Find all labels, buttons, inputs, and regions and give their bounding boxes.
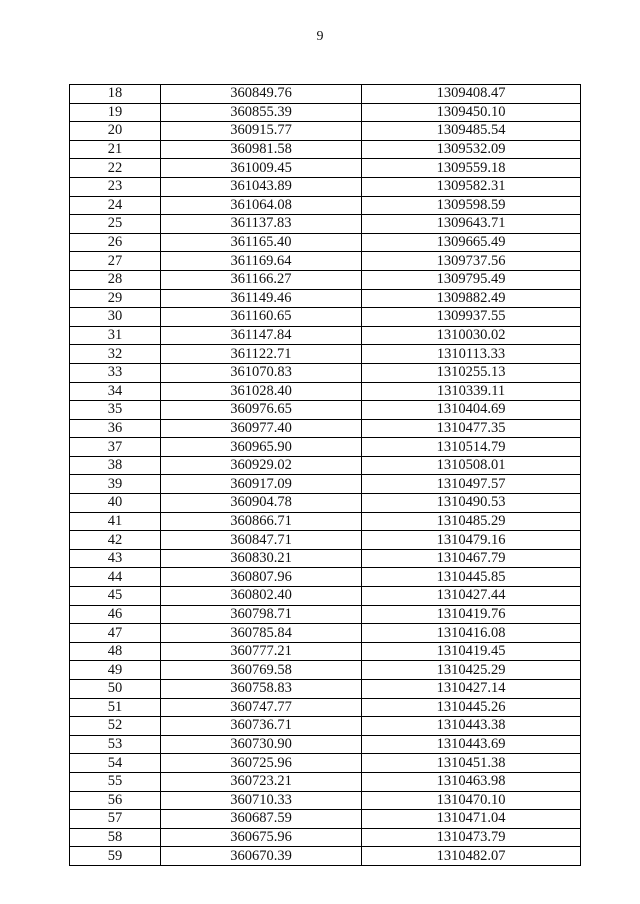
table-row	[70, 605, 581, 624]
x-coordinate-cell: 361009.45	[161, 159, 362, 178]
point-number-cell: 35	[70, 401, 161, 420]
x-coordinate-cell: 361043.89	[161, 177, 362, 196]
point-number-cell: 26	[70, 233, 161, 252]
table-row	[70, 345, 581, 364]
point-number-cell: 59	[70, 847, 161, 866]
point-number-cell: 53	[70, 735, 161, 754]
point-number-cell: 57	[70, 810, 161, 829]
x-coordinate-cell: 360723.21	[161, 772, 362, 791]
point-number-cell: 44	[70, 568, 161, 587]
point-number-cell: 48	[70, 642, 161, 661]
point-number-cell: 41	[70, 512, 161, 531]
x-coordinate-cell: 360769.58	[161, 661, 362, 680]
y-coordinate-cell: 1310113.33	[362, 345, 581, 364]
y-coordinate-cell: 1310479.16	[362, 531, 581, 550]
table-row	[70, 456, 581, 475]
table-row	[70, 270, 581, 289]
point-number-cell: 40	[70, 494, 161, 513]
point-number-cell: 42	[70, 531, 161, 550]
y-coordinate-cell: 1310427.44	[362, 587, 581, 606]
y-coordinate-cell: 1310416.08	[362, 624, 581, 643]
point-number-cell: 36	[70, 419, 161, 438]
x-coordinate-cell: 361149.46	[161, 289, 362, 308]
table-row	[70, 680, 581, 699]
point-number-cell: 38	[70, 456, 161, 475]
y-coordinate-cell: 1310445.26	[362, 698, 581, 717]
x-coordinate-cell: 360929.02	[161, 456, 362, 475]
x-coordinate-cell: 361028.40	[161, 382, 362, 401]
x-coordinate-cell: 360830.21	[161, 549, 362, 568]
point-number-cell: 24	[70, 196, 161, 215]
x-coordinate-cell: 360710.33	[161, 791, 362, 810]
point-number-cell: 34	[70, 382, 161, 401]
table-row	[70, 475, 581, 494]
coordinates-table-body	[70, 85, 581, 866]
y-coordinate-cell: 1310490.53	[362, 494, 581, 513]
x-coordinate-cell: 360670.39	[161, 847, 362, 866]
x-coordinate-cell: 360976.65	[161, 401, 362, 420]
table-row	[70, 233, 581, 252]
table-row	[70, 140, 581, 159]
y-coordinate-cell: 1310473.79	[362, 828, 581, 847]
table-row	[70, 215, 581, 234]
y-coordinate-cell: 1310482.07	[362, 847, 581, 866]
point-number-cell: 22	[70, 159, 161, 178]
x-coordinate-cell: 360866.71	[161, 512, 362, 531]
table-row	[70, 438, 581, 457]
point-number-cell: 18	[70, 85, 161, 104]
y-coordinate-cell: 1310514.79	[362, 438, 581, 457]
x-coordinate-cell: 361160.65	[161, 308, 362, 327]
table-row	[70, 196, 581, 215]
y-coordinate-cell: 1310497.57	[362, 475, 581, 494]
y-coordinate-cell: 1309737.56	[362, 252, 581, 271]
table-row	[70, 494, 581, 513]
y-coordinate-cell: 1310445.85	[362, 568, 581, 587]
point-number-cell: 21	[70, 140, 161, 159]
y-coordinate-cell: 1309485.54	[362, 122, 581, 141]
y-coordinate-cell: 1309795.49	[362, 270, 581, 289]
table-row	[70, 624, 581, 643]
y-coordinate-cell: 1309882.49	[362, 289, 581, 308]
point-number-cell: 39	[70, 475, 161, 494]
y-coordinate-cell: 1310030.02	[362, 326, 581, 345]
point-number-cell: 43	[70, 549, 161, 568]
x-coordinate-cell: 360777.21	[161, 642, 362, 661]
table-row	[70, 717, 581, 736]
y-coordinate-cell: 1310255.13	[362, 363, 581, 382]
table-row	[70, 122, 581, 141]
y-coordinate-cell: 1310443.38	[362, 717, 581, 736]
table-row	[70, 735, 581, 754]
y-coordinate-cell: 1310443.69	[362, 735, 581, 754]
table-row	[70, 512, 581, 531]
y-coordinate-cell: 1309643.71	[362, 215, 581, 234]
point-number-cell: 29	[70, 289, 161, 308]
point-number-cell: 47	[70, 624, 161, 643]
x-coordinate-cell: 360807.96	[161, 568, 362, 587]
table-row	[70, 698, 581, 717]
point-number-cell: 58	[70, 828, 161, 847]
table-row	[70, 568, 581, 587]
x-coordinate-cell: 361122.71	[161, 345, 362, 364]
x-coordinate-cell: 360847.71	[161, 531, 362, 550]
y-coordinate-cell: 1310463.98	[362, 772, 581, 791]
page-number: 9	[316, 29, 324, 44]
table-row	[70, 419, 581, 438]
table-row	[70, 363, 581, 382]
point-number-cell: 56	[70, 791, 161, 810]
table-row	[70, 791, 581, 810]
point-number-cell: 49	[70, 661, 161, 680]
table-row	[70, 549, 581, 568]
table-row	[70, 642, 581, 661]
x-coordinate-cell: 361169.64	[161, 252, 362, 271]
y-coordinate-cell: 1309532.09	[362, 140, 581, 159]
table-row	[70, 531, 581, 550]
table-row	[70, 754, 581, 773]
x-coordinate-cell: 360798.71	[161, 605, 362, 624]
x-coordinate-cell: 360802.40	[161, 587, 362, 606]
table-row	[70, 85, 581, 104]
x-coordinate-cell: 360849.76	[161, 85, 362, 104]
table-row	[70, 326, 581, 345]
point-number-cell: 27	[70, 252, 161, 271]
point-number-cell: 52	[70, 717, 161, 736]
y-coordinate-cell: 1310471.04	[362, 810, 581, 829]
coordinates-table	[69, 84, 581, 866]
y-coordinate-cell: 1309408.47	[362, 85, 581, 104]
table-row	[70, 103, 581, 122]
point-number-cell: 50	[70, 680, 161, 699]
x-coordinate-cell: 360855.39	[161, 103, 362, 122]
y-coordinate-cell: 1309598.59	[362, 196, 581, 215]
y-coordinate-cell: 1310425.29	[362, 661, 581, 680]
y-coordinate-cell: 1310485.29	[362, 512, 581, 531]
x-coordinate-cell: 360675.96	[161, 828, 362, 847]
x-coordinate-cell: 361165.40	[161, 233, 362, 252]
table-row	[70, 252, 581, 271]
y-coordinate-cell: 1310470.10	[362, 791, 581, 810]
table-row	[70, 401, 581, 420]
y-coordinate-cell: 1310404.69	[362, 401, 581, 420]
x-coordinate-cell: 360687.59	[161, 810, 362, 829]
y-coordinate-cell: 1310467.79	[362, 549, 581, 568]
y-coordinate-cell: 1309665.49	[362, 233, 581, 252]
x-coordinate-cell: 361147.84	[161, 326, 362, 345]
y-coordinate-cell: 1309937.55	[362, 308, 581, 327]
y-coordinate-cell: 1309450.10	[362, 103, 581, 122]
table-row	[70, 159, 581, 178]
y-coordinate-cell: 1309582.31	[362, 177, 581, 196]
x-coordinate-cell: 360917.09	[161, 475, 362, 494]
y-coordinate-cell: 1310477.35	[362, 419, 581, 438]
y-coordinate-cell: 1310427.14	[362, 680, 581, 699]
table-row	[70, 847, 581, 866]
point-number-cell: 19	[70, 103, 161, 122]
y-coordinate-cell: 1309559.18	[362, 159, 581, 178]
table-row	[70, 810, 581, 829]
table-row	[70, 382, 581, 401]
table-row	[70, 308, 581, 327]
table-row	[70, 661, 581, 680]
point-number-cell: 45	[70, 587, 161, 606]
x-coordinate-cell: 360747.77	[161, 698, 362, 717]
x-coordinate-cell: 360785.84	[161, 624, 362, 643]
table-row	[70, 289, 581, 308]
point-number-cell: 32	[70, 345, 161, 364]
point-number-cell: 37	[70, 438, 161, 457]
point-number-cell: 20	[70, 122, 161, 141]
x-coordinate-cell: 360977.40	[161, 419, 362, 438]
x-coordinate-cell: 360981.58	[161, 140, 362, 159]
x-coordinate-cell: 361166.27	[161, 270, 362, 289]
table-row	[70, 828, 581, 847]
x-coordinate-cell: 360965.90	[161, 438, 362, 457]
y-coordinate-cell: 1310508.01	[362, 456, 581, 475]
point-number-cell: 28	[70, 270, 161, 289]
table-row	[70, 177, 581, 196]
y-coordinate-cell: 1310451.38	[362, 754, 581, 773]
x-coordinate-cell: 360730.90	[161, 735, 362, 754]
x-coordinate-cell: 361070.83	[161, 363, 362, 382]
point-number-cell: 31	[70, 326, 161, 345]
point-number-cell: 54	[70, 754, 161, 773]
point-number-cell: 55	[70, 772, 161, 791]
y-coordinate-cell: 1310419.76	[362, 605, 581, 624]
x-coordinate-cell: 360904.78	[161, 494, 362, 513]
point-number-cell: 51	[70, 698, 161, 717]
x-coordinate-cell: 360725.96	[161, 754, 362, 773]
x-coordinate-cell: 360758.83	[161, 680, 362, 699]
x-coordinate-cell: 361137.83	[161, 215, 362, 234]
point-number-cell: 33	[70, 363, 161, 382]
point-number-cell: 23	[70, 177, 161, 196]
x-coordinate-cell: 360736.71	[161, 717, 362, 736]
y-coordinate-cell: 1310339.11	[362, 382, 581, 401]
x-coordinate-cell: 361064.08	[161, 196, 362, 215]
point-number-cell: 30	[70, 308, 161, 327]
y-coordinate-cell: 1310419.45	[362, 642, 581, 661]
point-number-cell: 46	[70, 605, 161, 624]
table-row	[70, 772, 581, 791]
table-row	[70, 587, 581, 606]
point-number-cell: 25	[70, 215, 161, 234]
x-coordinate-cell: 360915.77	[161, 122, 362, 141]
